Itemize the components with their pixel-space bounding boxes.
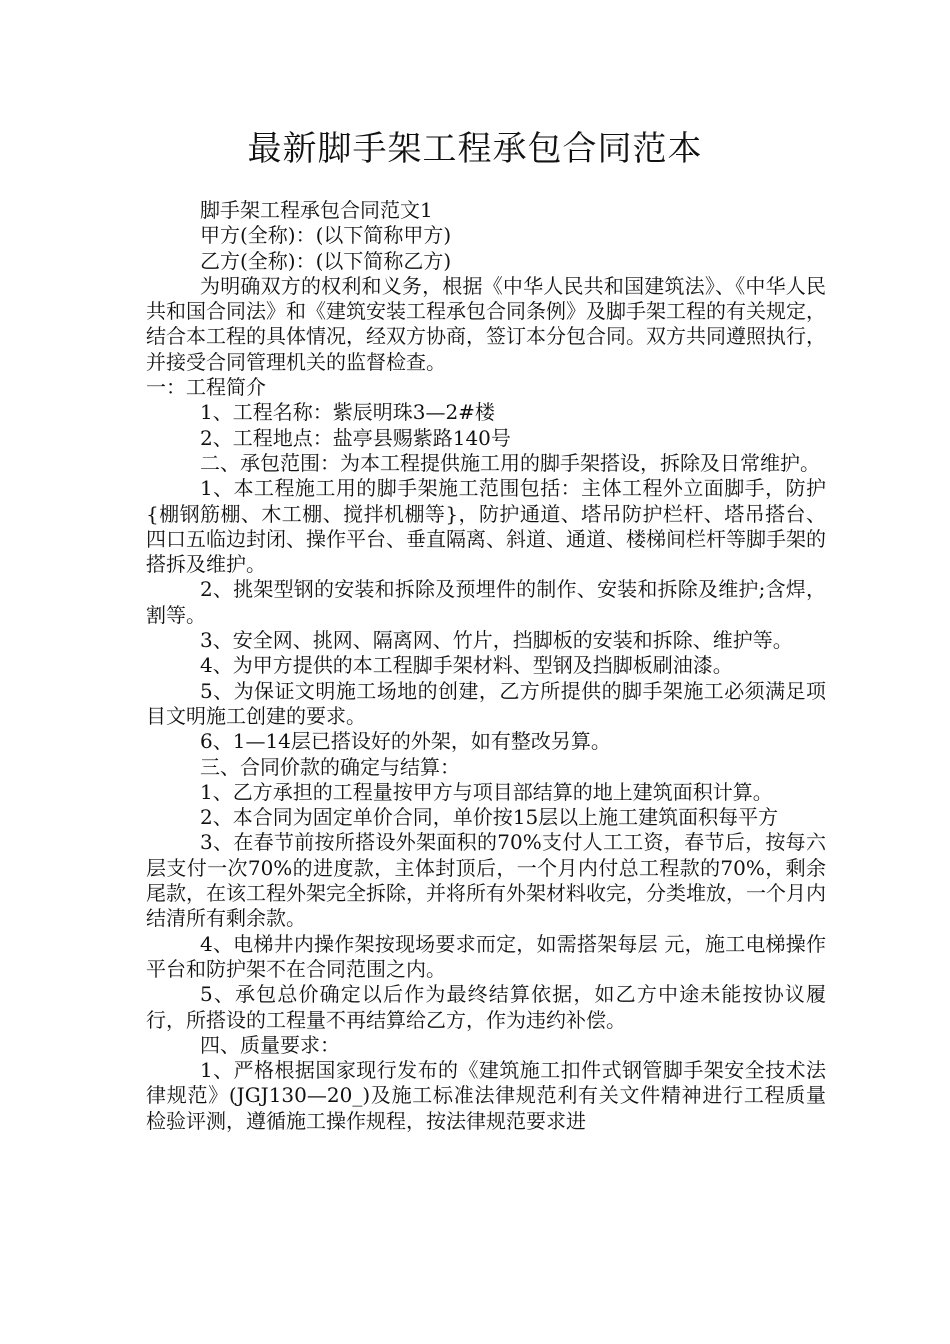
body-paragraph: 5、为保证文明施工场地的创建，乙方所提供的脚手架施工必须满足项目文明施工创建的要求。 bbox=[146, 678, 826, 728]
body-paragraph: 3、安全网、挑网、隔离网、竹片，挡脚板的安装和拆除、维护等。 bbox=[200, 628, 793, 653]
document-title: 最新脚手架工程承包合同范本 bbox=[247, 129, 703, 169]
body-paragraph: 2、挑架型钢的安装和拆除及预埋件的制作、安装和拆除及维护;含焊，割等。 bbox=[146, 577, 826, 627]
body-paragraph: 脚手架工程承包合同范文1 bbox=[200, 198, 433, 222]
body-paragraph: 2、本合同为固定单价合同，单价按15层以上施工建筑面积每平方 bbox=[200, 805, 779, 830]
body-paragraph: 1、严格根据国家现行发布的《建筑施工扣件式钢管脚手架安全技术法律规范》(JGJ130—20_)及施工标准法律规范利有关文件精神进行工程质量检验评测，遵循施工操作规程，按法律规范要求进 bbox=[146, 1058, 826, 1133]
body-paragraph: 甲方(全称)：(以下简称甲方) bbox=[200, 223, 452, 248]
body-paragraph: 1、乙方承担的工程量按甲方与项目部结算的地上建筑面积计算。 bbox=[200, 779, 773, 804]
body-paragraph: 2、工程地点：盐亭县赐紫路140号 bbox=[200, 425, 511, 450]
body-paragraph: 二、承包范围：为本工程提供施工用的脚手架搭设，拆除及日常维护。 bbox=[200, 450, 820, 475]
body-paragraph: 1、本工程施工用的脚手架施工范围包括：主体工程外立面脚手，防护{棚钢筋棚、木工棚、搅拌机棚等}，防护通道、塔吊防护栏杆、塔吊搭台、四口五临边封闭、操作平台、垂直隔离、斜道、通道、楼梯间栏杆等脚手架的搭拆及维护。 bbox=[146, 476, 826, 577]
body-paragraph: 6、1—14层已搭设好的外架，如有整改另算。 bbox=[200, 729, 611, 754]
body-paragraph: 四、质量要求： bbox=[200, 1032, 340, 1057]
document-body bbox=[146, 198, 826, 1134]
body-paragraph: 乙方(全称)：(以下简称乙方) bbox=[200, 248, 452, 273]
body-paragraph: 3、在春节前按所搭设外架面积的70%支付人工工资，春节后，按每六层支付一次70%的进度款，主体封顶后，一个月内付总工程款的70%，剩余尾款，在该工程外架完全拆除，并将所有外架材料收完，分类堆放，一个月内结清所有剩余款。 bbox=[146, 830, 826, 931]
body-paragraph: 一：工程简介 bbox=[146, 375, 266, 400]
body-paragraph: 5、承包总价确定以后作为最终结算依据，如乙方中途未能按协议履行，所搭设的工程量不再结算给乙方，作为违约补偿。 bbox=[146, 982, 826, 1032]
body-paragraph: 为明确双方的权利和义务，根据《中华人民共和国建筑法》、《中华人民共和国合同法》和《建筑安装工程承包合同条例》及脚手架工程的有关规定，结合本工程的具体情况，经双方协商，签订本分包合同。双方共同遵照执行，并接受合同管理机关的监督检查。 bbox=[146, 273, 826, 374]
body-paragraph: 1、工程名称：紫辰明珠3—2#楼 bbox=[200, 400, 495, 425]
body-paragraph: 4、为甲方提供的本工程脚手架材料、型钢及挡脚板刷油漆。 bbox=[200, 653, 733, 678]
body-paragraph: 三、合同价款的确定与结算： bbox=[200, 754, 460, 779]
body-paragraph: 4、电梯井内操作架按现场要求而定，如需搭架每层 元，施工电梯操作平台和防护架不在合同范围之内。 bbox=[146, 931, 826, 981]
